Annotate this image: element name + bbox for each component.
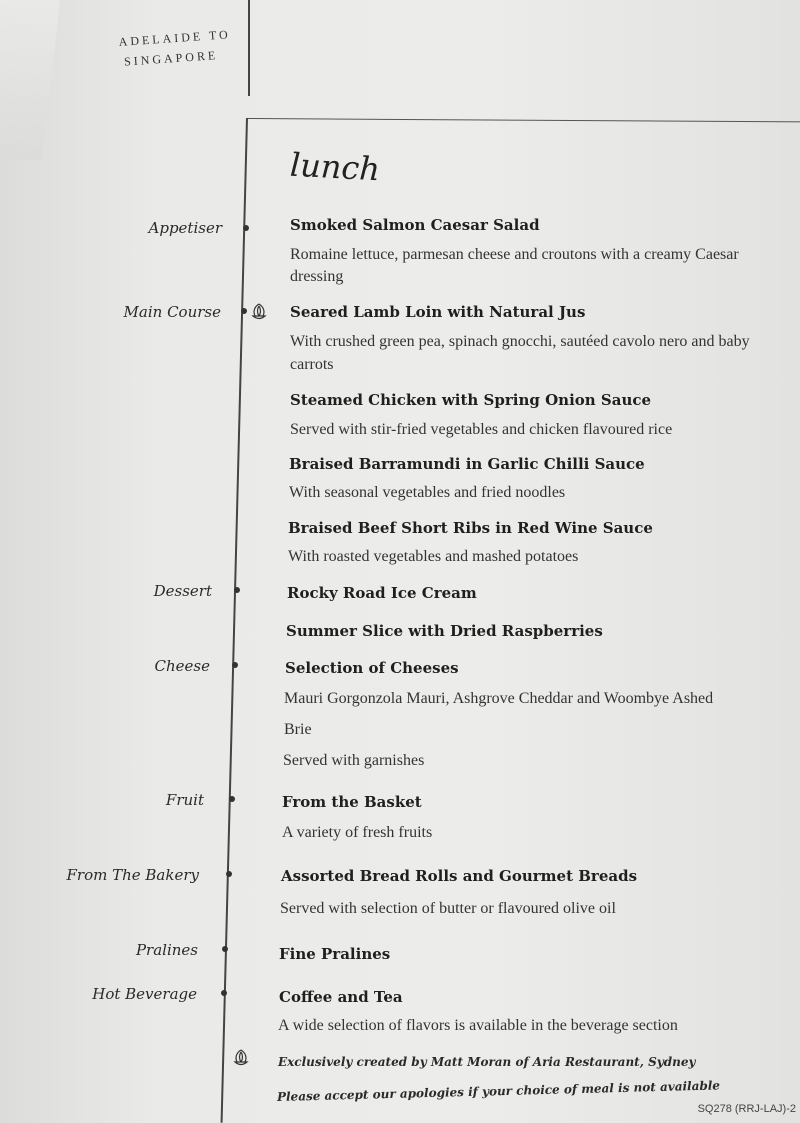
dish-name: Coffee and Tea (279, 988, 403, 1006)
dish-description: With roasted vegetables and mashed potatoes (288, 548, 579, 565)
category-appetiser: Appetiser (148, 219, 222, 237)
dish-name: Seared Lamb Loin with Natural Jus (290, 303, 586, 321)
dish-description: With crushed green pea, spinach gnocchi, sautéed cavolo nero and baby (290, 333, 750, 350)
dish-description: Mauri Gorgonzola Mauri, Ashgrove Cheddar and Woombye Ashed (284, 690, 714, 707)
category-from-the-bakery: From The Bakery (66, 866, 199, 884)
category-hot-beverage: Hot Beverage (92, 985, 197, 1003)
timeline-dot (226, 871, 232, 877)
dish-description: Romaine lettuce, parmesan cheese and croutons with a creamy Caesar (290, 246, 739, 263)
timeline-dot (222, 946, 228, 952)
dish-name: Assorted Bread Rolls and Gourmet Breads (281, 867, 638, 885)
menu-title: lunch (289, 145, 381, 189)
chef-signature-icon (232, 1048, 250, 1068)
category-fruit: Fruit (165, 791, 204, 809)
route-origin: ADELAIDE TO (118, 27, 232, 49)
apology-note: Please accept our apologies if your choice of meal is not available (276, 1078, 721, 1104)
category-main-course: Main Course (123, 303, 221, 321)
dish-description: Served with garnishes (283, 752, 425, 769)
route-header (118, 24, 233, 72)
dish-name: Steamed Chicken with Spring Onion Sauce (290, 391, 652, 409)
dish-name: Rocky Road Ice Cream (287, 584, 477, 602)
category-pralines: Pralines (135, 941, 198, 959)
category-dessert: Dessert (153, 582, 212, 600)
dish-description: Brie (284, 721, 312, 738)
chef-attribution-note: Exclusively created by Matt Moran of Aria Restaurant, Sydney (278, 1055, 696, 1069)
dish-description: dressing (290, 268, 344, 285)
dish-name: Summer Slice with Dried Raspberries (286, 622, 603, 640)
dish-description: Served with selection of butter or flavoured olive oil (280, 900, 616, 917)
dish-name: Smoked Salmon Caesar Salad (290, 216, 540, 234)
dish-name: Fine Pralines (279, 945, 391, 963)
chef-signature-icon (250, 302, 268, 322)
dish-name: Selection of Cheeses (285, 659, 459, 677)
header-divider (248, 0, 250, 96)
dish-description: A variety of fresh fruits (282, 824, 433, 841)
timeline-dot (234, 587, 240, 593)
category-cheese: Cheese (154, 657, 210, 675)
timeline-dot (232, 662, 238, 668)
dish-description: Served with stir-fried vegetables and chicken flavoured rice (290, 421, 673, 438)
dish-name: Braised Beef Short Ribs in Red Wine Sauce (288, 519, 653, 537)
dish-name: From the Basket (282, 793, 422, 811)
timeline-dot (229, 796, 235, 802)
menu-code: SQ278 (RRJ-LAJ)-2 (697, 1103, 796, 1115)
dish-description: carrots (290, 356, 334, 373)
timeline-dot (221, 990, 227, 996)
dish-name: Braised Barramundi in Garlic Chilli Sauce (289, 455, 645, 473)
dish-description: With seasonal vegetables and fried noodles (289, 484, 566, 501)
timeline-dot (243, 225, 249, 231)
dish-description: A wide selection of flavors is available in the beverage section (278, 1017, 678, 1034)
timeline-dot (241, 308, 247, 314)
route-destination: SINGAPORE (123, 48, 219, 69)
